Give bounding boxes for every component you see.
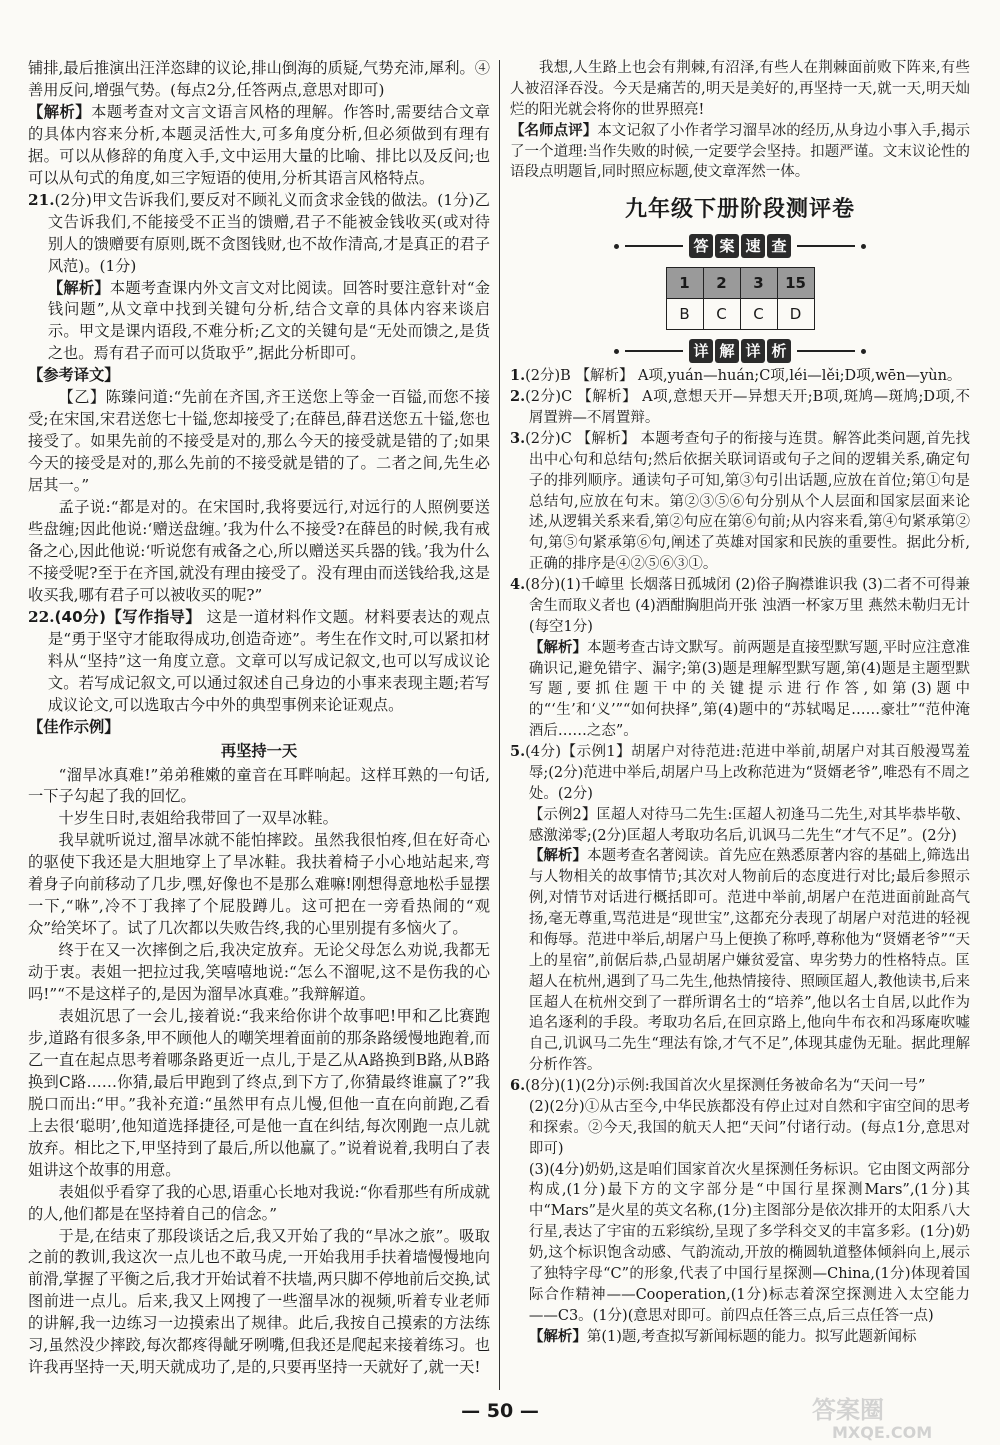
analysis-tag: 【解析】 bbox=[47, 278, 110, 297]
banner-rule bbox=[625, 245, 683, 247]
analysis-text: 第(1)题,考查拟写新闻标题的能力。拟写此题新闻标 bbox=[586, 1328, 917, 1345]
banner-chars bbox=[689, 339, 791, 363]
answer-text: 【示例2】匡超人对待马二先生:匡超人初逢马二先生,对其毕恭毕敬、感激涕零;(2分)匡超人考取功名后,讥讽马二先生“才气不足”。(2分) bbox=[528, 806, 970, 844]
answer-3 bbox=[510, 429, 970, 575]
question-number: 1. bbox=[510, 367, 526, 385]
answer-key-table bbox=[666, 267, 815, 330]
reference-translation-tag: 【参考译文】 bbox=[28, 366, 120, 385]
answer-4 bbox=[510, 575, 970, 742]
question-number-cell: 15 bbox=[777, 268, 814, 299]
answer-text: (8分)(1)千嶂里 长烟落日孤城闭 (2)俗子胸襟谁识我 (3)二者不可得兼 舍生而取义者也 (4)酒酣胸胆尚开张 浊酒一杯家万里 燕然未勒归无计(每空1分) bbox=[525, 577, 970, 635]
analysis-text: 本题考查课内外文言文对比阅读。回答时要注意针对“金钱问题”,从文章中找到关键句分析,结合文章的具体内容来谈启示。甲文是课内语段,不难分析;乙文的关键句是“无处而馈之,是货之也。焉有君子而可以货取乎”,据此分析即可。 bbox=[47, 278, 491, 363]
question-number: 6. bbox=[510, 1077, 526, 1094]
question-number: 2. bbox=[510, 388, 526, 406]
banner-dot bbox=[614, 244, 619, 249]
svg-text:答案圈: 答案圈 bbox=[812, 1396, 884, 1424]
analysis-tag: 【解析】 bbox=[28, 102, 92, 121]
answer-quick-check-banner bbox=[510, 231, 970, 261]
answer-6 bbox=[510, 1076, 970, 1347]
answer-text: (2分)甲文告诉我们,要反对不顾礼义而贪求金钱的做法。(1分)乙文告诉我们,不能接受不正当的馈赠,君子不能被金钱收买(或对待别人的馈赠要有原则,既不贪图钱财,也不故作清高,才是真正的君子风范)。(1分) bbox=[47, 190, 490, 275]
answer-cell: D bbox=[777, 299, 814, 330]
question-number-cell: 1 bbox=[666, 268, 703, 299]
analysis-tag: 【解析】 bbox=[528, 1328, 587, 1345]
answer-continuation: 铺排,最后推演出汪洋恣肆的议论,排山倒海的质疑,气势充沛,犀利。④善用反问,增强气势。(每点2分,任答两点,意思对即可) bbox=[28, 59, 490, 99]
essay-paragraph: 于是,在结束了那段谈话之后,我又开始了我的“旱冰之旅”。吸取之前的教训,我这次一点儿也不敢马虎,一开始我用手扶着墙慢慢地向前滑,掌握了平衡之后,我才开始试着不扶墙,两只脚不停地前后交换,试图前进一点儿。后来,我又上网搜了一些溜旱冰的视频,听着专业老师的讲解,我一边练习一边摸索出了规律。此后,我按自己摸索的方法练习,虽然没少摔跤,每次都疼得龇牙咧嘴,但我还是爬起来接着练习。也许我再坚持一天,明天就成功了,是的,只要再坚持一天就好了,就一天! bbox=[28, 1226, 490, 1377]
banner-dot bbox=[861, 349, 866, 354]
answer-cell: C bbox=[703, 299, 740, 330]
answer-key-value-row bbox=[666, 299, 814, 330]
question-number: 5. bbox=[510, 743, 526, 760]
banner-char: 详 bbox=[741, 339, 765, 363]
question-number: 4. bbox=[510, 576, 526, 593]
analysis-text: 本题考查古诗文默写。前两题是直接型默写题,平时应注意准确识记,避免错字、漏字;第(3)题是理解型默写题,第(4)题是主题型默写题,要抓住题干中的关键提示进行作答,如第(3)题中的“‘生’和‘义’”“如何抉择”,第(4)题中的“苏轼喝足……豪壮”“范仲淹酒后……之态”。 bbox=[528, 639, 971, 740]
banner-rule bbox=[625, 350, 683, 352]
banner-char: 析 bbox=[767, 339, 791, 363]
banner-dot bbox=[614, 349, 619, 354]
answer-text: (3)(4分)奶奶,这是咱们国家首次火星探测任务标识。它由图文两部分构成,(1分)最下方的文字部分是“中国行星探测Mars”,(1分)其中“Mars”是火星的英文名称,(1分)主图部分是依次排开的太阳系八大行星,表达了宇宙的五彩缤纷,呈现了多学科交叉的丰富多彩。(1分)奶奶,这个标识饱含动感、气韵流动,开放的椭圆轨道整体倾斜向上,展示了独特字母“C”的形象,代表了中国行星探测—China,(1分)体现着国际合作精神——Cooperation,(1分)标志着深空探测进入太空能力——C3。(1分)(意思对即可。前四点任答三点,后三点任答一点) bbox=[528, 1161, 970, 1324]
detailed-analysis-banner bbox=[510, 336, 970, 366]
writing-guide-tag: 【写作指导】 bbox=[106, 607, 202, 626]
essay-paragraph: 表姐似乎看穿了我的心思,语重心长地对我说:“你看那些有所成就的人,他们都是在坚持着自己的信念。” bbox=[28, 1182, 490, 1223]
column-divider bbox=[499, 60, 500, 1390]
answer-text: (4分)【示例1】胡屠户对待范进:范进中举前,胡屠户对其百般漫骂羞辱;(2分)范进中举后,胡屠户马上改称范进为“贤婿老爷”,唯恐有不周之处。(2分) bbox=[525, 744, 970, 802]
translation-paragraph: 【乙】陈臻问道:“先前在齐国,齐王送您上等金一百镒,而您不接受;在宋国,宋君送您七十镒,您却接受了;在薛邑,薛君送您五十镒,您也接受了。如果先前的不接受是对的,那么今天的接受就是错的了;如果今天的接受是对的,那么先前的不接受就是错的了。二者之间,先生必居其一。” bbox=[28, 388, 490, 495]
essay-title: 再坚持一天 bbox=[220, 741, 298, 760]
analysis-tag: 【解析】 bbox=[528, 848, 588, 865]
watermark-logo bbox=[792, 1392, 982, 1442]
essay-paragraph: 我早就听说过,溜旱冰就不能怕摔跤。虽然我很怕疼,但在好奇心的驱使下我还是大胆地穿上了旱冰鞋。我扶着椅子小心地站起来,弯着身子向前移动了几步,嘿,好像也不是那么难嘛!刚想得意地松手显摆一下,“咻”,冷不丁我摔了个屁股蹲儿。这可把在一旁看热闹的“观众”给笑坏了。试了几次都以失败告终,我的心里别提有多恼火了。 bbox=[28, 831, 490, 938]
page-number: — 50 — bbox=[461, 1400, 539, 1422]
essay-paragraph: 十岁生日时,表姐给我带回了一双旱冰鞋。 bbox=[58, 809, 338, 828]
answer-text: (8分)(1)(2分)示例:我国首次火星探测任务被命名为“天问一号” bbox=[525, 1078, 926, 1094]
answer-cell: B bbox=[666, 299, 703, 330]
analysis-20 bbox=[28, 102, 490, 190]
banner-char: 查 bbox=[767, 234, 791, 258]
writing-guide-text: 这是一道材料作文题。材料要表达的观点是“勇于坚守才能取得成功,创造奇迹”。考生在作文时,可以紧扣材料从“坚持”这一角度立意。文章可以写成记叙文,也可以写成议论文。若写成记叙文,可以通过叙述自己身边的小事来表现主题;若写成议论文,可以选取古今中外的典型事例来论证观点。 bbox=[47, 607, 490, 714]
teacher-comment-tag: 【名师点评】 bbox=[510, 122, 598, 139]
question-22 bbox=[28, 607, 490, 717]
analysis-text: 本题考查对文言文语言风格的理解。作答时,需要结合文章的具体内容来分析,本题灵活性大,可多角度分析,但必须做到有理有据。可以从修辞的角度入手,文中运用大量的比喻、排比以及反问;也可以从句式的角度,如三字短语的使用,分析其语言风格特点。 bbox=[28, 102, 490, 187]
translation-paragraph: 孟子说:“都是对的。在宋国时,我将要远行,对远行的人照例要送些盘缠;因此他说:‘赠送盘缠。’我为什么不接受?在薛邑的时候,我有戒备之心,因此他说:‘听说您有戒备之心,所以赠送买兵器的钱。’我为什么不接受呢?至于在齐国,就没有理由接受了。没有理由而送钱给我,这是收买我,哪有君子可以被收买的呢?” bbox=[28, 498, 490, 604]
answer-2 bbox=[510, 387, 970, 429]
left-column bbox=[28, 58, 490, 1379]
essay-paragraph: 终于在又一次摔倒之后,我决定放弃。无论父母怎么劝说,我都无动于衷。表姐一把拉过我,笑嘻嘻地说:“怎么不溜呢,这不是伤我的心吗!”“不是这样子的,是因为溜旱冰真难。”我辩解道。 bbox=[28, 941, 490, 1004]
answer-key-header-row bbox=[666, 268, 814, 299]
model-essay-tag: 【佳作示例】 bbox=[28, 717, 120, 736]
answer-text: (2分)C 【解析】 本题考查句子的衔接与连贯。解答此类问题,首先找出中心句和总结句;然后依据关联词语或句子之间的逻辑关系,确定句子的排列顺序。通读句子可知,第③句引出话题,应放在首位;第①句是总结句,应放在句末。第②③⑤⑥句分别从个人层面和国家层面来论述,从逻辑关系来看,第②句应在第⑥句前;从内容来看,第④句紧承第②句,第⑤句紧承第⑥句,阐述了英雄对国家和民族的重要性。据此分析,正确的排序是④②⑤⑥③①。 bbox=[525, 430, 970, 573]
teacher-comment bbox=[510, 121, 970, 184]
teacher-comment-text: 本文记叙了小作者学习溜旱冰的经历,从身边小事入手,揭示了一个道理:当作失败的时候,一定要学会坚持。扣题严谨。文末议论性的语段点明题旨,同时照应标题,使文章浑然一体。 bbox=[510, 122, 971, 181]
banner-char: 案 bbox=[715, 234, 739, 258]
banner-dot bbox=[861, 244, 866, 249]
answer-1 bbox=[510, 366, 970, 387]
svg-text:MXQE.COM: MXQE.COM bbox=[832, 1423, 933, 1442]
question-number-cell: 3 bbox=[740, 268, 777, 299]
question-number-cell: 2 bbox=[703, 268, 740, 299]
essay-paragraph: 表姐沉思了一会儿,接着说:“我来给你讲个故事吧!甲和乙比赛跑步,道路有很多条,甲不顾他人的嘲笑埋着面前的那条路缓慢地跑着,而乙一直在起点思考着哪条路更近一点儿,于是乙从A路换到B路,从B路换到C路……你猜,最后甲跑到了终点,到下方了,你猜最终谁赢了?”我脱口而出:“甲。”我补充道:“虽然甲有点儿慢,但他一直在向前跑,乙看上去很‘聪明’,他知道选择捷径,可是他一直在纠结,每次刚跑一点儿就放弃。相比之下,甲坚持到了最后,所以他赢了。”说着说着,我明白了表姐讲这个故事的用意。 bbox=[28, 1006, 490, 1179]
answer-text: (2)(2分)①从古至今,中华民族都没有停止过对自然和宇宙空间的思考和探索。②今天,我国的航天人把“天问”付诸行动。(每点1分,意思对即可) bbox=[528, 1098, 970, 1157]
banner-chars bbox=[689, 234, 791, 258]
question-number: 22. bbox=[28, 607, 55, 626]
banner-rule bbox=[797, 245, 855, 247]
answer-5 bbox=[510, 742, 970, 1076]
banner-char: 详 bbox=[689, 339, 713, 363]
banner-rule bbox=[797, 350, 855, 352]
section-title: 九年级下册阶段测评卷 bbox=[624, 197, 855, 223]
essay-paragraph: 我想,人生路上也会有荆棘,有沼泽,有些人在荆棘面前败下阵来,有些人被沼泽吞没。今天是痛苦的,明天是美好的,再坚持一天,就一天,明天灿烂的阳光就会将你的世界照亮! bbox=[510, 60, 970, 118]
banner-char: 解 bbox=[715, 339, 739, 363]
essay-paragraph: “溜旱冰真难!”弟弟稚嫩的童音在耳畔响起。这样耳熟的一句话,一下子勾起了我的回忆。 bbox=[28, 765, 490, 806]
score: (40分) bbox=[54, 607, 106, 626]
question-number: 3. bbox=[510, 429, 526, 447]
answer-text: (2分)B 【解析】 A项,yuán—huán;C项,léi—lěi;D项,wēn—yùn。 bbox=[525, 368, 962, 385]
analysis-tag: 【解析】 bbox=[528, 639, 588, 656]
answer-text: (2分)C 【解析】 A项,意想天开—异想天开;B项,斑鸠—斑鸠;D项,不屑置辨—不屑置辩。 bbox=[525, 389, 970, 426]
right-column bbox=[510, 58, 970, 1347]
banner-char: 速 bbox=[741, 234, 765, 258]
analysis-text: 本题考查名著阅读。首先应在熟悉原著内容的基础上,筛选出与人物相关的故事情节;其次对人物前后的态度进行对比;最后参照示例,对情节对话进行概括即可。范进中举前,胡屠户在范进面前趾高气扬,毫无尊重,骂范进是“现世宝”,这都充分表现了胡屠户对范进的轻视和侮辱。范进中举后,胡屠户马上便换了称呼,尊称他为“贤婿老爷”“天上的星宿”,前倨后恭,凸显胡屠户嫌贫爱富、卑劣势力的性格特点。匡超人在杭州,遇到了马二先生,他热情接待、照顾匡超人,教他读书,后来匡超人在杭州交到了一群所谓名士的“培养”,他以名士自居,以此作为追名逐利的手段。考取功名后,在回京路上,他向牛布衣和冯琢庵吹嘘自己,讥讽马二先生“理法有馀,才气不足”,体现其虚伪无耻。据此理解分析作答。 bbox=[528, 848, 971, 1074]
question-number: 21. bbox=[28, 190, 55, 209]
question-21 bbox=[28, 190, 490, 366]
banner-char: 答 bbox=[689, 234, 713, 258]
answer-cell: C bbox=[740, 299, 777, 330]
